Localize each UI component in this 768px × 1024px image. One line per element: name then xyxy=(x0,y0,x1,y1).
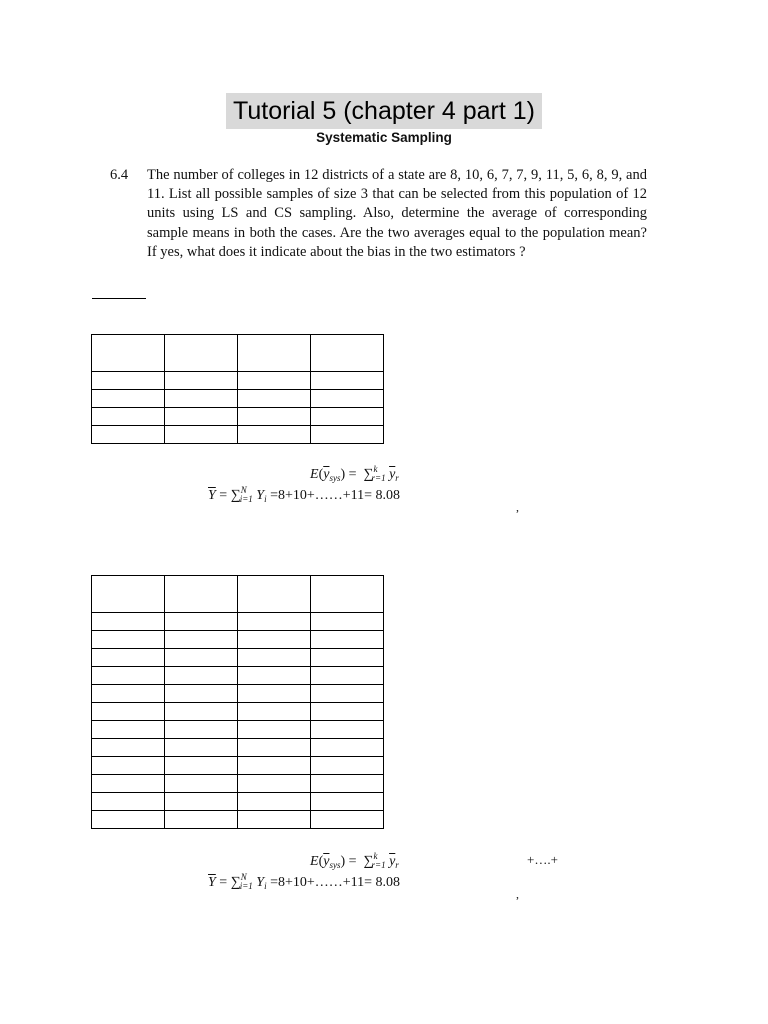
cs-samples-table xyxy=(91,575,384,829)
table-row xyxy=(92,775,384,793)
ls-samples-table xyxy=(91,334,384,444)
table-cell xyxy=(311,757,384,775)
table-row xyxy=(92,793,384,811)
table-row xyxy=(92,408,384,426)
table-row xyxy=(92,757,384,775)
page-title: Tutorial 5 (chapter 4 part 1) xyxy=(226,93,542,129)
table-cell xyxy=(92,631,165,649)
table-cell xyxy=(165,408,238,426)
table-cell xyxy=(165,775,238,793)
table-cell xyxy=(238,649,311,667)
table-row xyxy=(92,576,384,613)
population-mean-value-2: =8+10+……+11= 8.08 xyxy=(270,875,401,890)
table-cell xyxy=(311,372,384,390)
answer-blank-line xyxy=(92,298,146,299)
table-cell xyxy=(165,811,238,829)
table-cell xyxy=(311,703,384,721)
table-cell xyxy=(311,426,384,444)
table-cell xyxy=(238,685,311,703)
table-cell xyxy=(165,649,238,667)
table-cell xyxy=(311,649,384,667)
question-number: 6.4 xyxy=(110,167,129,183)
table-cell xyxy=(311,775,384,793)
table-row xyxy=(92,667,384,685)
table-cell xyxy=(238,793,311,811)
population-mean-formula: $\overline{Y} = \sum^N_{i=1}$ $Y_i$ =8+10+……+11= 8.08 xyxy=(208,485,401,504)
table-cell xyxy=(92,649,165,667)
table-cell xyxy=(165,793,238,811)
table-cell xyxy=(165,703,238,721)
table-cell xyxy=(238,739,311,757)
table-row xyxy=(92,811,384,829)
expectation-formula: $E(\overline{y}_{sys}) = \sum^k_{r=1}$ $\overline{y}_r$ xyxy=(310,464,399,483)
comma-mark: , xyxy=(516,500,519,514)
table-cell xyxy=(238,667,311,685)
table-cell xyxy=(165,721,238,739)
table-cell xyxy=(92,757,165,775)
table-cell xyxy=(165,576,238,613)
table-cell xyxy=(92,775,165,793)
table-cell xyxy=(238,426,311,444)
comma-mark-2: , xyxy=(516,887,519,901)
population-mean-formula-2: $\overline{Y} = \sum^N_{i=1}$ $Y_i$ =8+10+……+11= 8.08 xyxy=(208,872,401,891)
table-cell xyxy=(311,667,384,685)
table-cell xyxy=(311,793,384,811)
table-cell xyxy=(165,426,238,444)
table-cell xyxy=(311,613,384,631)
table-row xyxy=(92,721,384,739)
table-cell xyxy=(92,372,165,390)
table-cell xyxy=(311,721,384,739)
table-cell xyxy=(165,757,238,775)
table-cell xyxy=(238,613,311,631)
table-cell xyxy=(238,372,311,390)
table-cell xyxy=(165,613,238,631)
table-row xyxy=(92,685,384,703)
table-cell xyxy=(92,685,165,703)
table-row xyxy=(92,390,384,408)
table-cell xyxy=(311,408,384,426)
table-cell xyxy=(238,703,311,721)
page-subtitle: Systematic Sampling xyxy=(316,130,452,145)
table-cell xyxy=(311,631,384,649)
table-cell xyxy=(238,631,311,649)
table-cell xyxy=(92,703,165,721)
table-cell xyxy=(311,685,384,703)
table-cell xyxy=(92,667,165,685)
table-cell xyxy=(92,721,165,739)
table-cell xyxy=(165,372,238,390)
table-cell xyxy=(92,811,165,829)
table-cell xyxy=(238,408,311,426)
table-cell xyxy=(165,390,238,408)
table-cell xyxy=(92,576,165,613)
table-cell xyxy=(311,390,384,408)
table-cell xyxy=(92,613,165,631)
expectation-formula-2: $E(\overline{y}_{sys}) = \sum^k_{r=1}$ $\overline{y}_r$ xyxy=(310,851,399,870)
table-cell xyxy=(311,739,384,757)
table-cell xyxy=(165,739,238,757)
table-cell xyxy=(238,775,311,793)
table-cell xyxy=(311,335,384,372)
table-cell xyxy=(238,757,311,775)
table-row xyxy=(92,739,384,757)
table-cell xyxy=(92,739,165,757)
table-cell xyxy=(165,685,238,703)
table-cell xyxy=(238,335,311,372)
table-cell xyxy=(92,793,165,811)
table-row xyxy=(92,372,384,390)
table-cell xyxy=(238,576,311,613)
table-cell xyxy=(165,667,238,685)
table-row xyxy=(92,335,384,372)
population-mean-value: =8+10+……+11= 8.08 xyxy=(270,488,401,503)
table-cell xyxy=(92,408,165,426)
table-row xyxy=(92,426,384,444)
table-cell xyxy=(92,335,165,372)
table-row xyxy=(92,631,384,649)
table-cell xyxy=(311,811,384,829)
table-cell xyxy=(238,811,311,829)
table-cell xyxy=(238,390,311,408)
table-cell xyxy=(165,335,238,372)
table-row xyxy=(92,649,384,667)
table-cell xyxy=(165,631,238,649)
sum-continuation-text: +….+ xyxy=(527,852,558,867)
table-cell xyxy=(238,721,311,739)
table-row xyxy=(92,703,384,721)
table-cell xyxy=(92,390,165,408)
table-row xyxy=(92,613,384,631)
table-cell xyxy=(92,426,165,444)
question-text: The number of colleges in 12 districts of a state are 8, 10, 6, 7, 7, 9, 11, 5, 6, 8, 9, and 11. List all possible samples of size 3 that can be selected from this population of 12 units using LS and CS sampling. Also, determine the average of corresponding sample means in both the cases. Are the two averages equal to the population mean? If yes, what does it indicate about the bias in the two estimators ? xyxy=(147,167,647,260)
table-cell xyxy=(311,576,384,613)
